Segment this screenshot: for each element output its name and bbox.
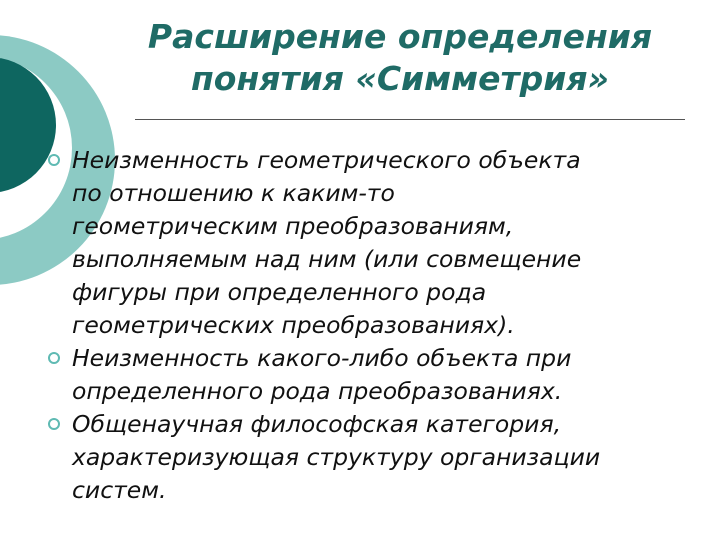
bullet-text-line: систем. [72,476,167,504]
bullet-list [0,144,720,507]
slide-title [110,16,690,100]
bullet-item [0,144,712,342]
bullet-item [0,408,712,507]
bullet-text-line: Неизменность геометрического объекта [72,146,581,174]
title-divider [135,119,685,120]
bullet-item [0,342,712,408]
bullet-text-line: геометрических преобразованиях). [72,311,515,339]
bullet-text-line: характеризующая структуру организации [72,443,601,471]
bullet-text-line: по отношению к каким-то [72,179,395,207]
bullet-text-line: фигуры при определенного рода [72,278,487,306]
bullet-text-line: выполняемым над ним (или совмещение [72,245,582,273]
title-line-2: понятия «Симметрия» [190,59,609,98]
bullet-ring-icon [48,352,60,364]
bullet-ring-icon [48,154,60,166]
bullet-text-line: определенного рода преобразованиях. [72,377,563,405]
title-line-1: Расширение определения [147,17,653,56]
bullet-text-line: Неизменность какого-либо объекта при [72,344,572,372]
bullet-text-line: геометрическим преобразованиям, [72,212,514,240]
bullet-ring-icon [48,418,60,430]
bullet-text-line: Общенаучная философская категория, [72,410,562,438]
